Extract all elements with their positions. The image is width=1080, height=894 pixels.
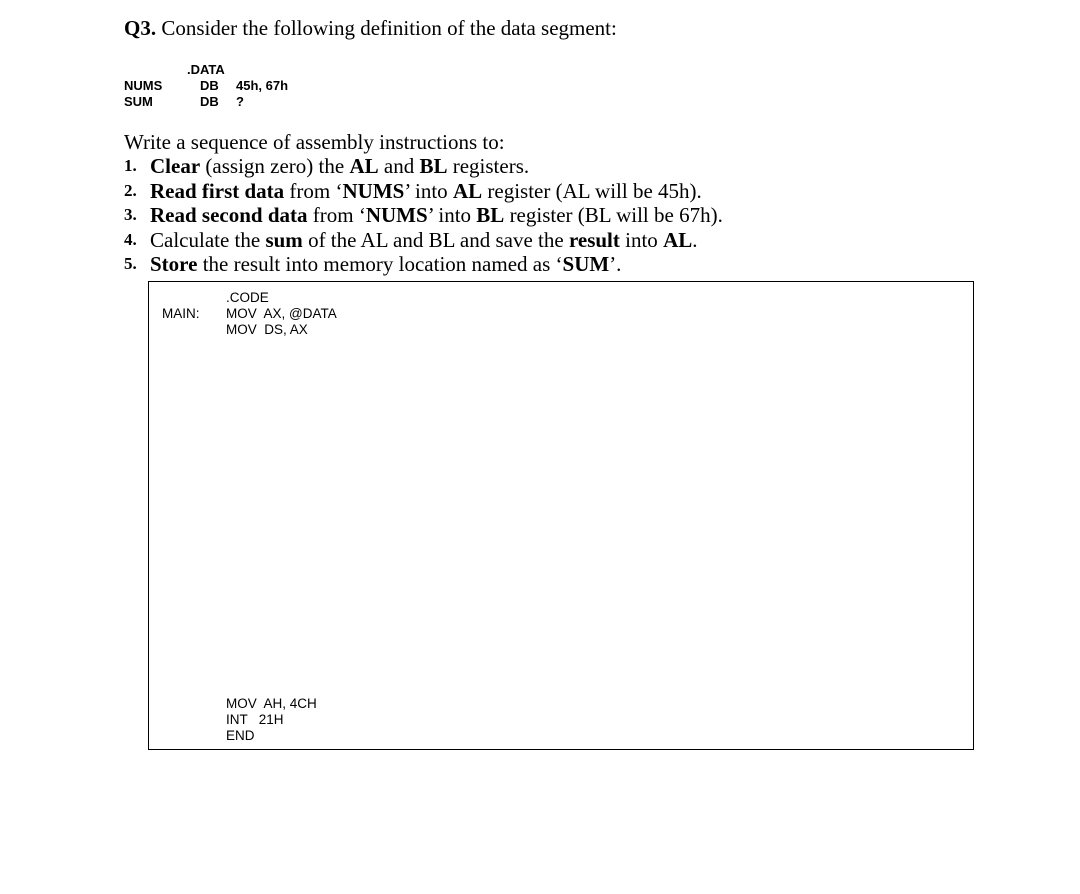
data-op-sum: DB: [200, 94, 219, 109]
task-number: 1.: [124, 156, 137, 175]
task-text-run: the result into memory location named as ‘: [197, 252, 563, 276]
task-text-bold: AL: [663, 227, 693, 252]
task-text-run: registers.: [447, 154, 530, 178]
data-label-nums: NUMS: [124, 78, 163, 93]
task-text-run: from ‘: [307, 203, 366, 227]
task-text: [150, 203, 723, 228]
task-text-bold: AL: [452, 178, 483, 203]
task-text-bold: BL: [419, 154, 448, 178]
instructions-intro: Write a sequence of assembly instructions to:: [124, 130, 505, 154]
task-number: 5.: [124, 254, 137, 273]
code-line: INT 21H: [226, 712, 284, 727]
task-text-bold: result: [568, 227, 620, 252]
task-item: [124, 179, 723, 204]
task-text-bold: Clear: [150, 154, 201, 178]
task-item: [124, 252, 723, 277]
data-value-nums: 45h, 67h: [236, 78, 289, 93]
code-label-main: MAIN:: [162, 306, 200, 321]
task-text-run: register (BL will be 67h).: [504, 203, 723, 227]
task-text-run: (assign zero) the: [200, 154, 350, 178]
question-number: Q3.: [124, 16, 157, 40]
data-op-nums: DB: [200, 78, 219, 93]
task-text-run: from ‘: [284, 178, 343, 203]
task-item: [124, 228, 723, 253]
task-text-bold: Store: [150, 252, 198, 276]
task-text-bold: Read first data: [150, 178, 285, 203]
task-text-bold: NUMS: [342, 178, 405, 203]
code-directive: .CODE: [226, 290, 269, 305]
task-text-bold: AL: [349, 154, 379, 178]
task-text-bold: sum: [265, 227, 303, 252]
task-text: [150, 179, 702, 204]
code-line: MOV AH, 4CH: [226, 696, 317, 711]
question-heading: [124, 16, 617, 41]
task-number: 4.: [124, 229, 137, 249]
data-directive: .DATA: [187, 62, 225, 77]
question-text: Consider the following definition of the data segment:: [161, 16, 617, 40]
task-item: [124, 154, 723, 179]
task-number: 3.: [124, 205, 137, 224]
task-text-bold: Read second data: [150, 203, 308, 227]
answer-box[interactable]: [148, 281, 974, 750]
task-text-run: ’ into: [427, 203, 477, 227]
task-list: [124, 154, 723, 277]
task-text-bold: BL: [476, 203, 505, 227]
task-text-run: of the AL and BL and save the: [302, 227, 569, 252]
code-line: END: [226, 728, 255, 743]
task-text-run: ’.: [609, 252, 622, 276]
data-value-sum: ?: [236, 94, 244, 109]
task-number: 2.: [124, 180, 137, 200]
task-text: [150, 154, 529, 179]
code-line: MOV DS, AX: [226, 322, 308, 337]
task-text-run: and: [378, 154, 420, 178]
task-text-run: .: [692, 227, 698, 252]
task-text: [150, 252, 621, 277]
task-text-run: ’ into: [404, 178, 453, 203]
task-text-bold: NUMS: [365, 203, 428, 227]
task-item: [124, 203, 723, 228]
code-line: MOV AX, @DATA: [226, 306, 337, 321]
task-text: [150, 228, 698, 253]
task-text-run: register (AL will be 45h).: [482, 178, 702, 203]
data-label-sum: SUM: [124, 94, 153, 109]
task-text-run: into: [619, 227, 664, 252]
task-text-bold: SUM: [562, 252, 610, 276]
task-text-run: Calculate the: [150, 227, 266, 252]
